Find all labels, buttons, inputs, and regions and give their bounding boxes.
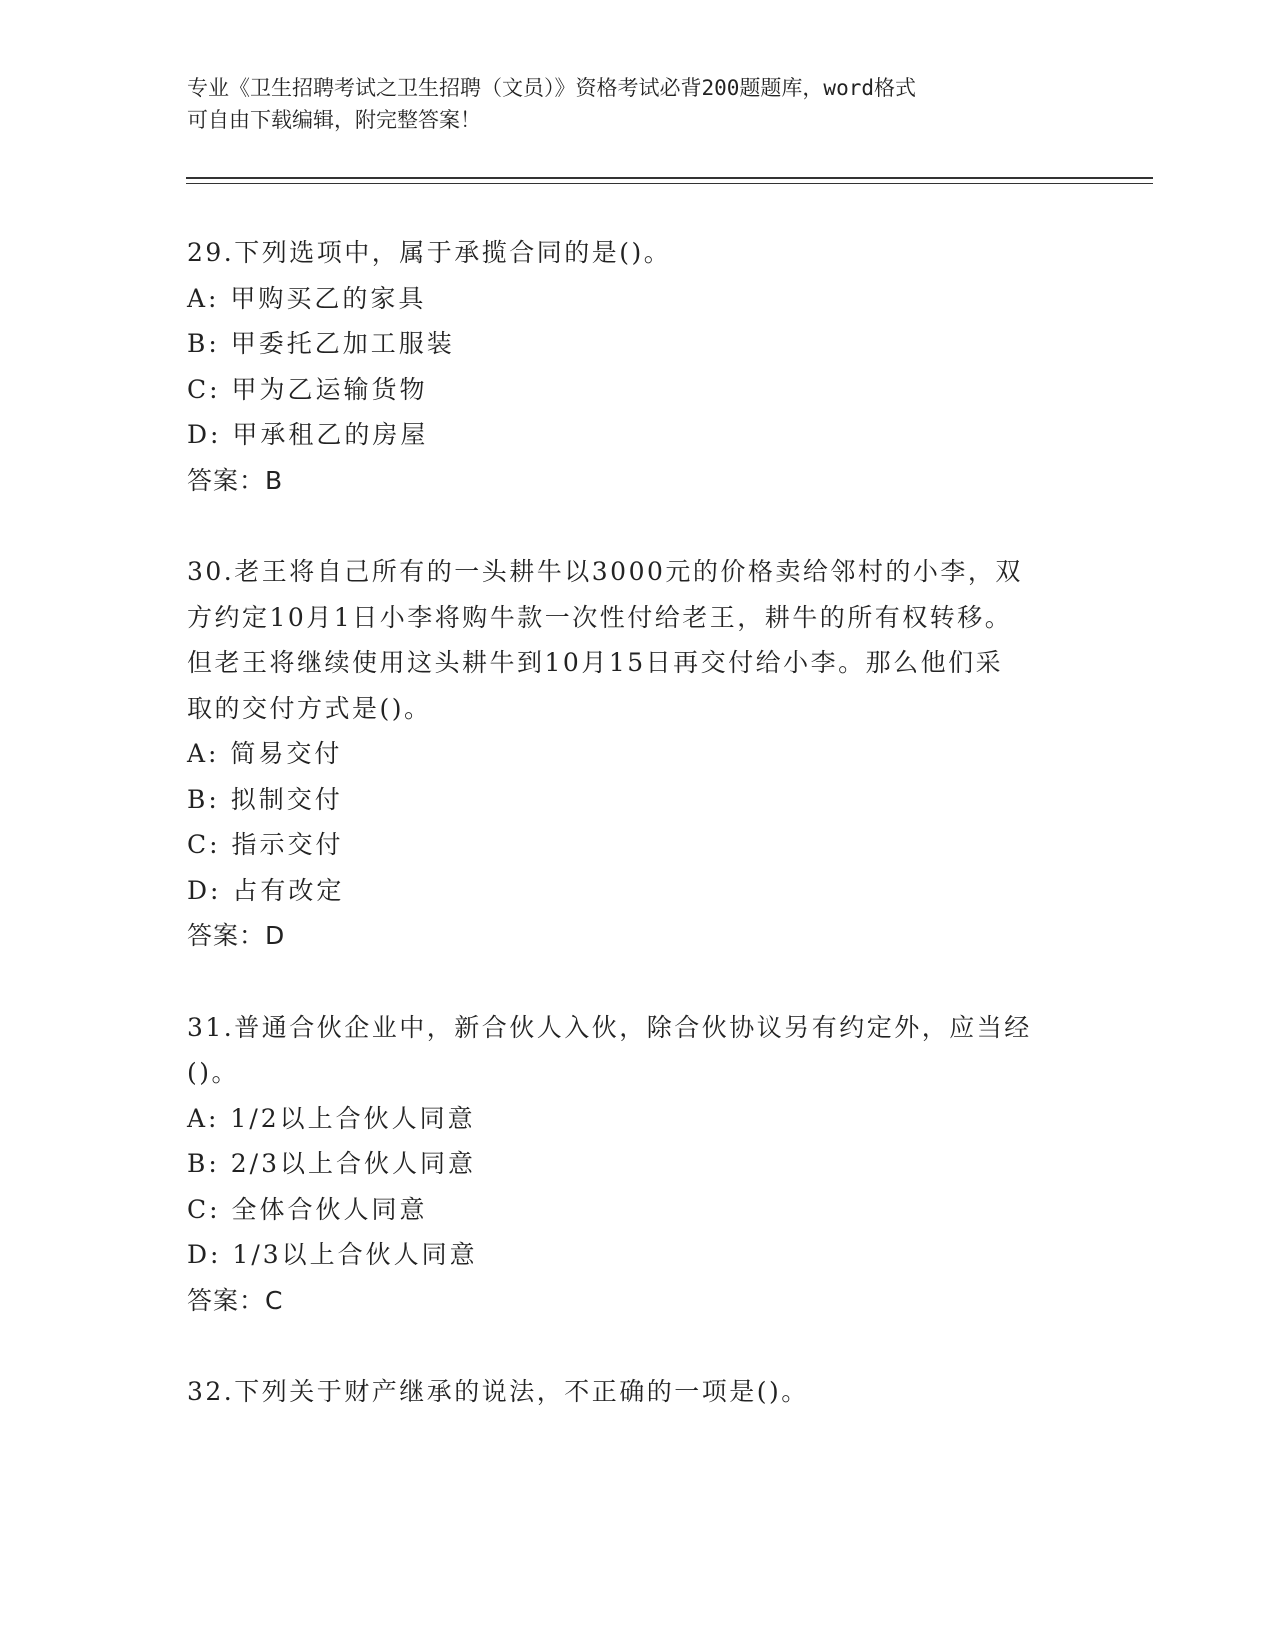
option-a: A: 1/2以上合伙人同意: [187, 1103, 476, 1133]
question-gap: [187, 503, 1087, 549]
question-stem: 29.下列选项中，属于承揽合同的是()。: [187, 238, 672, 267]
question-stem: 32.下列关于财产继承的说法，不正确的一项是()。: [187, 1377, 809, 1406]
question-stem-line-2: ()。: [187, 1058, 240, 1087]
header-rule-thin: [186, 183, 1153, 184]
question-29: [187, 230, 1087, 503]
option-c: C: 指示交付: [187, 830, 344, 859]
option-c: C: 甲为乙运输货物: [187, 374, 428, 404]
option-a: A: 简易交付: [187, 739, 343, 768]
document-header: [187, 72, 1087, 136]
option-d: D: 甲承租乙的房屋: [187, 420, 429, 449]
question-stem-line-1: 30.老王将自己所有的一头耕牛以3000元的价格卖给邻村的小李，双: [187, 557, 1023, 586]
option-d: D: 1/3以上合伙人同意: [187, 1240, 478, 1269]
header-line-2: 可自由下载编辑，附完整答案！: [187, 108, 481, 132]
option-a: A: 甲购买乙的家具: [187, 283, 427, 313]
header-rule-thick: [186, 177, 1153, 179]
option-d: D: 占有改定: [187, 875, 345, 905]
option-b: B: 拟制交付: [187, 784, 343, 814]
question-31: [187, 1005, 1087, 1324]
question-gap: [187, 959, 1087, 1005]
header-line-1: 专业《卫生招聘考试之卫生招聘（文员）》资格考试必背200题题库，word格式: [187, 76, 916, 100]
answer-label: 答案：B: [187, 465, 284, 495]
question-gap: [187, 1323, 1087, 1369]
question-32: [187, 1369, 1087, 1415]
question-list: [187, 230, 1087, 1415]
option-c: C: 全体合伙人同意: [187, 1194, 428, 1224]
answer-label: 答案：D: [187, 921, 286, 950]
question-stem-line-4: 取的交付方式是()。: [187, 693, 432, 723]
option-b: B: 甲委托乙加工服装: [187, 329, 455, 358]
question-30: [187, 549, 1087, 959]
question-stem-line-2: 方约定10月1日小李将购牛款一次性付给老王，耕牛的所有权转移。: [187, 602, 1013, 632]
question-stem-line-3: 但老王将继续使用这头耕牛到10月15日再交付给小李。那么他们采: [187, 648, 1004, 677]
answer-label: 答案：C: [187, 1285, 284, 1315]
question-stem-line-1: 31.普通合伙企业中，新合伙人入伙，除合伙协议另有约定外，应当经: [187, 1012, 1032, 1042]
option-b: B: 2/3以上合伙人同意: [187, 1149, 476, 1178]
